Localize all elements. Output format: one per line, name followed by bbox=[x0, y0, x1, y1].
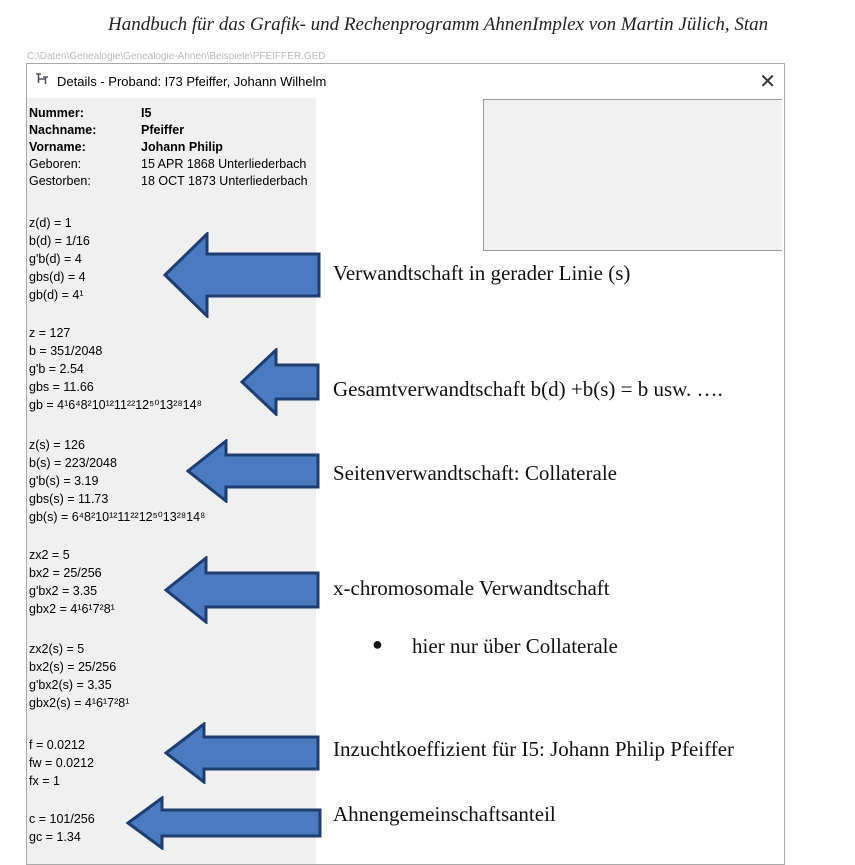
stat-line: z = 127 bbox=[29, 326, 71, 340]
vorname-label: Vorname: bbox=[29, 140, 86, 154]
stat-line: b(s) = 223/2048 bbox=[29, 456, 117, 470]
annotation-label: Inzuchtkoeffizient für I5: Johann Philip Pfeiffer bbox=[333, 737, 735, 761]
tree-icon bbox=[35, 72, 49, 89]
person-row bbox=[29, 106, 152, 121]
stat-line: bx2 = 25/256 bbox=[29, 566, 102, 580]
side-panel bbox=[483, 99, 782, 251]
stat-line: gbs = 11.66 bbox=[29, 380, 94, 394]
arrow-left-icon bbox=[163, 232, 321, 318]
stat-line: zx2 = 5 bbox=[29, 548, 70, 562]
stat-line: b = 351/2048 bbox=[29, 344, 103, 358]
person-row bbox=[29, 140, 223, 155]
annotation-label: hier nur über Collaterale bbox=[412, 634, 618, 658]
vorname-value: Johann Philip bbox=[141, 140, 223, 154]
arrow-left-icon bbox=[186, 439, 320, 503]
nachname-value: Pfeiffer bbox=[141, 123, 185, 137]
arrow-left-icon bbox=[164, 556, 320, 624]
arrow-left-icon bbox=[240, 348, 320, 416]
stat-line: g'bx2 = 3.35 bbox=[29, 584, 98, 598]
annotation-label: Gesamtverwandtschaft b(d) +b(s) = b usw. …. bbox=[333, 377, 723, 401]
nachname-label: Nachname: bbox=[29, 123, 97, 137]
stat-line: gbs(s) = 11.73 bbox=[29, 492, 109, 506]
annotation-label: Verwandtschaft in gerader Linie (s) bbox=[333, 261, 631, 285]
dialog-title: Details - Proband: I73 Pfeiffer, Johann Wilhelm bbox=[57, 74, 327, 89]
nummer-label: Nummer: bbox=[29, 106, 84, 120]
person-row bbox=[29, 174, 308, 189]
stat-line: b(d) = 1/16 bbox=[29, 234, 90, 248]
arrow-left-icon bbox=[126, 796, 322, 850]
stat-line: g'b(d) = 4 bbox=[29, 252, 82, 266]
stat-line: fx = 1 bbox=[29, 774, 60, 788]
background-path-text: C:\Daten\Genealogie\Genealogie-Ahnen\Beispiele\PFEIFFER.GED bbox=[27, 52, 326, 61]
gestorben-value: 18 OCT 1873 Unterliederbach bbox=[141, 174, 308, 188]
geboren-label: Geboren: bbox=[29, 157, 82, 171]
stat-line: gc = 1.34 bbox=[29, 830, 81, 844]
person-row bbox=[29, 123, 185, 138]
page-header: Handbuch für das Grafik- und Rechenprogramm AhnenImplex von Martin Jülich, Stan bbox=[108, 14, 769, 35]
stat-line: c = 101/256 bbox=[29, 812, 95, 826]
stat-line: fw = 0.0212 bbox=[29, 756, 94, 770]
stat-line: g'b = 2.54 bbox=[29, 362, 84, 376]
stat-line: gb(d) = 4¹ bbox=[29, 288, 84, 302]
geboren-value: 15 APR 1868 Unterliederbach bbox=[141, 157, 307, 171]
stat-line: gbx2 = 4¹6¹7²8¹ bbox=[29, 602, 115, 616]
stat-line: z(d) = 1 bbox=[29, 216, 72, 230]
gestorben-label: Gestorben: bbox=[29, 174, 91, 188]
person-row bbox=[29, 157, 307, 172]
title-bar[interactable] bbox=[27, 64, 784, 97]
stat-line: z(s) = 126 bbox=[29, 438, 85, 452]
stat-line: zx2(s) = 5 bbox=[29, 642, 85, 656]
stat-line: gbx2(s) = 4¹6¹7²8¹ bbox=[29, 696, 130, 710]
stat-line: gb = 4¹6⁴8²10¹²11²²12⁵⁰13²⁸14⁸ bbox=[29, 398, 202, 412]
nummer-value: I5 bbox=[141, 106, 152, 120]
stat-line: gbs(d) = 4 bbox=[29, 270, 86, 284]
stat-line: f = 0.0212 bbox=[29, 738, 85, 752]
stat-line: gb(s) = 6⁴8²10¹²11²²12⁵⁰13²⁸14⁸ bbox=[29, 510, 206, 524]
stat-line: g'b(s) = 3.19 bbox=[29, 474, 99, 488]
annotation-label: x-chromosomale Verwandtschaft bbox=[333, 576, 610, 600]
annotation-label: Ahnengemeinschaftsanteil bbox=[333, 802, 556, 826]
close-button[interactable]: ✕ bbox=[759, 71, 776, 93]
stat-line: bx2(s) = 25/256 bbox=[29, 660, 117, 674]
annotation-label: Seitenverwandtschaft: Collaterale bbox=[333, 461, 617, 485]
arrow-left-icon bbox=[164, 722, 320, 784]
stat-line: g'bx2(s) = 3.35 bbox=[29, 678, 112, 692]
bullet-icon: ● bbox=[372, 634, 383, 654]
